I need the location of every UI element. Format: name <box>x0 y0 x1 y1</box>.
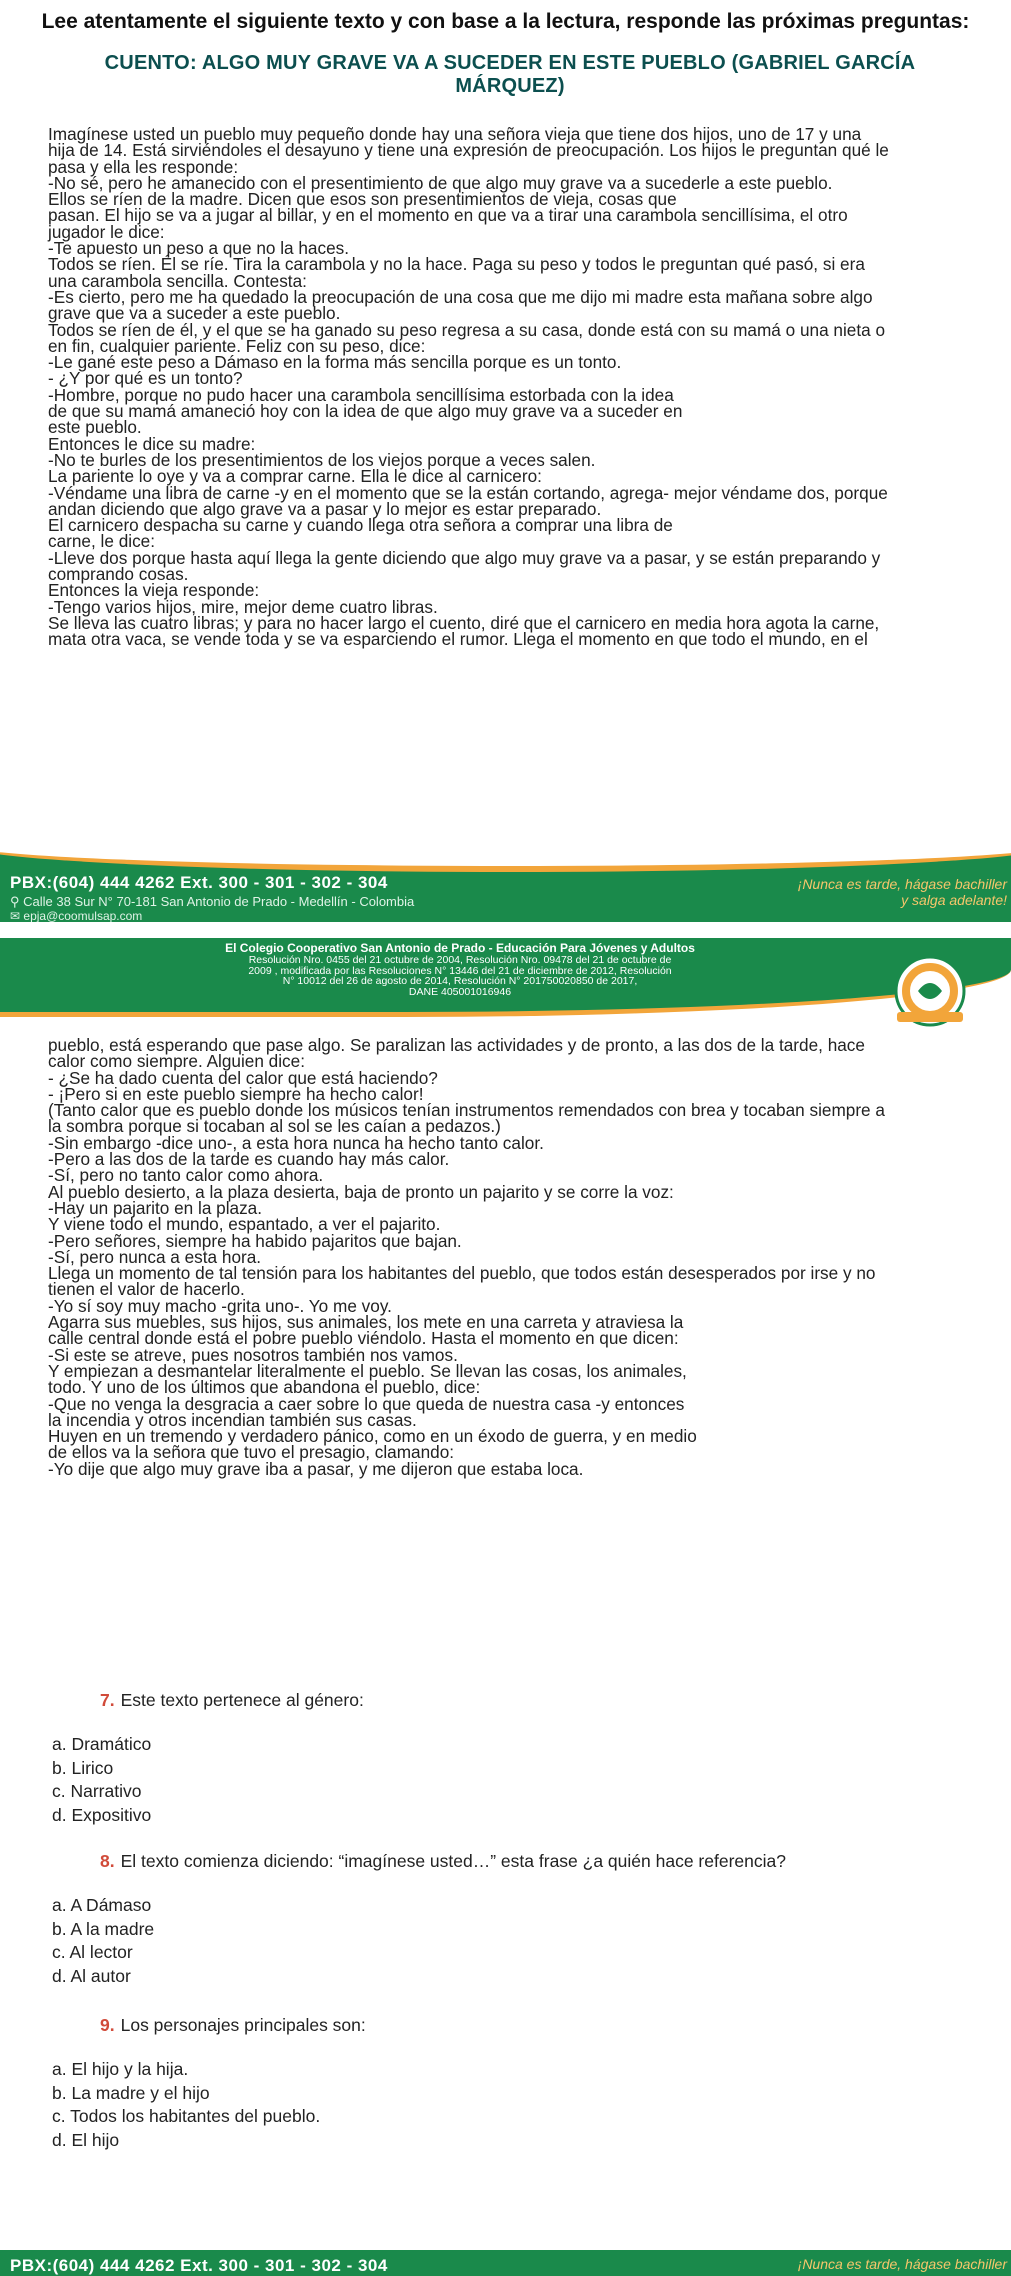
story-line: calle central donde está el pobre pueblo viéndolo. Hasta el momento en que dicen: <box>48 1328 679 1349</box>
option-c[interactable]: c. Todos los habitantes del pueblo. <box>52 2106 321 2126</box>
header-school-name: El Colegio Cooperativo San Antonio de Prado - Educación Para Jóvenes y Adultos <box>225 941 695 955</box>
question-7 <box>100 1690 364 1711</box>
story-line: pasan. El hijo se va a jugar al billar, y en el momento en que va a tirar una carambola sencillísima, el otro <box>48 205 848 226</box>
story-line: Todos se ríen. Él se ríe. Tira la carambola y no la hace. Paga su peso y todos le preguntan qué pasó, si era <box>48 254 865 275</box>
footer-slogan-line1: ¡Nunca es tarde, hágase bachiller <box>797 876 1007 892</box>
footer-address-text: Calle 38 Sur N° 70-181 San Antonio de Prado - Medellín - Colombia <box>23 894 415 909</box>
question-8-options <box>52 1894 154 1988</box>
story-line: -Yo sí soy muy macho -grita uno-. Yo me voy. <box>48 1295 392 1316</box>
footer-address <box>10 894 414 910</box>
footer-phone-bottom: PBX:(604) 444 4262 Ext. 300 - 301 - 302 - 304 <box>10 2256 388 2275</box>
story-line: todo. Y uno de los últimos que abandona el pueblo, dice: <box>48 1377 481 1398</box>
question-8 <box>100 1851 786 1872</box>
story-line: -Véndame una libra de carne -y en el momento que se la están cortando, agrega- mejor véndame dos, porque <box>48 482 888 503</box>
question-text: El texto comienza diciendo: “imagínese usted…” esta frase ¿a quién hace referencia? <box>120 1851 786 1871</box>
story-line: Y viene todo el mundo, espantado, a ver el pajarito. <box>48 1214 441 1235</box>
story-line: -Lleve dos porque hasta aquí llega la gente diciendo que algo muy grave va a pasar, y se están preparando y <box>48 547 881 568</box>
story-line: de que su mamá amaneció hoy con la idea de que algo muy grave va a suceder en <box>48 401 683 422</box>
option-d[interactable]: d. Al autor <box>52 1965 131 1986</box>
story-line: Entonces le dice su madre: <box>48 433 256 454</box>
page-footer <box>0 846 1011 922</box>
story-line: este pueblo. <box>48 417 142 438</box>
story-line: -Yo dije que algo muy grave iba a pasar, y me dijeron que estaba loca. <box>48 1458 584 1479</box>
question-number: 8. <box>100 1851 115 1871</box>
story-line: hija de 14. Está sirviéndoles el desayuno y tiene una expresión de preocupación. Los hijos le preguntan qué le <box>48 140 889 161</box>
story-line: carne, le dice: <box>48 531 156 552</box>
story-line: -No sé, pero he amanecido con el presentimiento de que algo muy grave va a sucederle a este pueblo. <box>48 172 833 193</box>
option-b[interactable]: b. Lirico <box>52 1757 114 1778</box>
option-b[interactable]: b. A la madre <box>52 1918 155 1939</box>
story-line: -Te apuesto un peso a que no la haces. <box>48 238 349 259</box>
story-line: La pariente lo oye y va a comprar carne. Ella le dice al carnicero: <box>48 466 542 487</box>
option-d[interactable]: d. Expositivo <box>52 1804 152 1825</box>
story-line: (Tanto calor que es pueblo donde los músicos tenían instrumentos remendados con brea y tocaban siempre a <box>48 1100 885 1121</box>
option-a[interactable]: a. A Dámaso <box>52 1895 152 1915</box>
story-line: -Hombre, porque no pudo hacer una carambola sencillísima estorbada con la idea <box>48 384 674 405</box>
story-line: -Tengo varios hijos, mire, mejor deme cuatro libras. <box>48 596 438 617</box>
story-line: la sombra porque si tocaban al sol se les caían a pedazos.) <box>48 1116 501 1137</box>
option-a[interactable]: a. Dramático <box>52 1734 152 1754</box>
header-resolution-1: Resolución Nro. 0455 del 21 octubre de 2004, Resolución Nro. 09478 del 21 de octubre de <box>248 954 672 966</box>
question-number: 9. <box>100 2015 115 2035</box>
story-line: El carnicero despacha su carne y cuando llega otra señora a comprar una libra de <box>48 515 673 536</box>
story-line: -Es cierto, pero me ha quedado la preocupación de una cosa que me dijo mi madre esta mañana sobre algo <box>48 286 873 307</box>
story-line: -Pero señores, siempre ha habido pajaritos que bajan. <box>48 1230 462 1251</box>
option-a[interactable]: a. El hijo y la hija. <box>52 2059 189 2079</box>
story-line: tienen el valor de hacerlo. <box>48 1279 245 1300</box>
mail-icon: ✉ <box>10 909 24 922</box>
story-line: -Sí, pero nunca a esta hora. <box>48 1246 262 1267</box>
question-text: Los personajes principales son: <box>120 2015 366 2035</box>
story-line: comprando cosas. <box>48 564 189 585</box>
story-line: Al pueblo desierto, a la plaza desierta, baja de pronto un pajarito y se corre la voz: <box>48 1181 674 1202</box>
question-7-options <box>52 1733 151 1827</box>
footer-slogan <box>798 876 1007 908</box>
story-line: - ¡Pero si en este pueblo siempre ha hecho calor! <box>48 1083 424 1104</box>
story-text-part2 <box>48 1037 1003 1477</box>
story-line: pasa y ella les responde: <box>48 156 239 177</box>
story-line: - ¿Y por qué es un tonto? <box>48 368 243 389</box>
story-line: Se lleva las cuatro libras; y para no hacer largo el cuento, diré que el carnicero en media hora agota la carne, <box>48 612 880 633</box>
story-line: Agarra sus muebles, sus hijos, sus animales, los mete en una carreta y atraviesa la <box>48 1312 684 1333</box>
story-line: Entonces la vieja responde: <box>48 580 260 601</box>
story-line: una carambola sencilla. Contesta: <box>48 270 307 291</box>
question-number: 7. <box>100 1690 115 1710</box>
header-text <box>170 942 750 997</box>
story-line: Huyen en un tremendo y verdadero pánico, como en un éxodo de guerra, y en medio <box>48 1426 697 1447</box>
footer-email <box>10 909 142 922</box>
footer-swoosh <box>0 846 1011 872</box>
option-b[interactable]: b. La madre y el hijo <box>52 2082 210 2103</box>
page-header <box>0 938 1011 1034</box>
story-line: pueblo, está esperando que pase algo. Se paralizan las actividades y de pronto, a las dos de la tarde, hace <box>48 1035 865 1055</box>
footer-email-text: epja@coomulsap.com <box>23 909 143 922</box>
story-line: -No te burles de los presentimientos de los viejos porque a veces salen. <box>48 449 596 470</box>
header-resolution-3: N° 10012 del 26 de agosto de 2014, Resolución N° 201750020850 de 2017, <box>282 975 638 987</box>
story-line: andan diciendo que algo grave va a pasar y lo mejor es estar preparado. <box>48 498 602 519</box>
story-line: -Pero a las dos de la tarde es cuando hay más calor. <box>48 1149 450 1170</box>
page-footer-bottom <box>0 2250 1011 2276</box>
story-line: en fin, cualquier pariente. Feliz con su peso, dice: <box>48 335 426 356</box>
story-line: -Hay un pajarito en la plaza. <box>48 1197 263 1218</box>
story-line: -Que no venga la desgracia a caer sobre lo que queda de nuestra casa -y entonces <box>48 1393 685 1414</box>
story-line: -Si este se atreve, pues nosotros también nos vamos. <box>48 1344 458 1365</box>
footer-slogan-line2: y salga adelante! <box>901 892 1007 908</box>
option-c[interactable]: c. Al lector <box>52 1942 133 1962</box>
header-dane: DANE 405001016946 <box>408 985 512 998</box>
story-line: Todos se ríen de él, y el que se ha ganado su peso regresa a su casa, donde está con su mamá o una nieta o <box>48 319 886 340</box>
footer-slogan-bottom: ¡Nunca es tarde, hágase bachiller <box>797 2256 1007 2272</box>
question-text: Este texto pertenece al género: <box>120 1690 364 1710</box>
story-title: CUENTO: ALGO MUY GRAVE VA A SUCEDER EN ESTE PUEBLO (GABRIEL GARCÍA MÁRQUEZ) <box>104 52 916 97</box>
instruction-heading: Lee atentamente el siguiente texto y con base a la lectura, responde las próximas preguntas: <box>41 10 970 33</box>
question-9-options <box>52 2058 320 2152</box>
story-line: Imagínese usted un pueblo muy pequeño donde hay una señora vieja que tiene dos hijos, uno de 17 y una <box>48 124 862 144</box>
header-resolution-2: 2009 , modificada por las Resoluciones N° 13446 del 21 de diciembre de 2012, Resolución <box>248 964 672 977</box>
story-text-part1 <box>48 126 1003 648</box>
story-line: Y empiezan a desmantelar literalmente el pueblo. Se llevan las cosas, los animales, <box>48 1360 687 1381</box>
story-line: grave que va a suceder a este pueblo. <box>48 303 341 324</box>
location-pin-icon: ⚲ <box>10 894 24 909</box>
story-line: jugador le dice: <box>48 221 165 242</box>
story-line: de ellos va la señora que tuvo el presagio, clamando: <box>48 1442 455 1463</box>
story-line: -Le gané este peso a Dámaso en la forma más sencilla porque es un tonto. <box>48 352 622 373</box>
story-line: calor como siempre. Alguien dice: <box>48 1051 305 1072</box>
story-line: mata otra vaca, se vende toda y se va esparciendo el rumor. Llega el momento en que todo el mundo, en el <box>48 629 868 650</box>
question-9 <box>100 2015 366 2036</box>
story-line: - ¿Se ha dado cuenta del calor que está haciendo? <box>48 1067 438 1088</box>
story-line: -Sí, pero no tanto calor como ahora. <box>48 1165 324 1186</box>
option-c[interactable]: c. Narrativo <box>52 1781 142 1801</box>
footer-phone: PBX:(604) 444 4262 Ext. 300 - 301 - 302 - 304 <box>10 873 388 892</box>
story-line: Llega un momento de tal tensión para los habitantes del pueblo, que todos están desesperados por irse y no <box>48 1263 876 1284</box>
story-line: Ellos se ríen de la madre. Dicen que esos son presentimientos de vieja, cosas que <box>48 189 677 210</box>
school-logo <box>893 954 967 1028</box>
story-line: la incendia y otros incendian también sus casas. <box>48 1409 417 1430</box>
option-d[interactable]: d. El hijo <box>52 2129 120 2150</box>
story-line: -Sin embargo -dice uno-, a esta hora nunca ha hecho tanto calor. <box>48 1132 544 1153</box>
